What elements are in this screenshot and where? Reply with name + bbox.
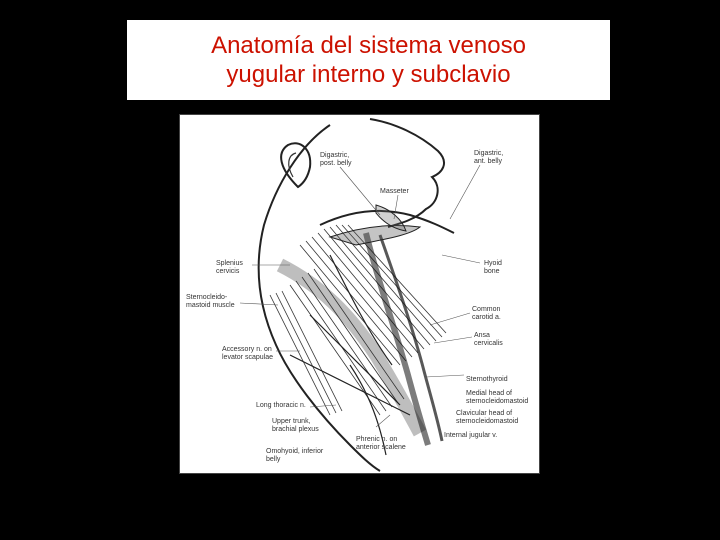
label-internal-jugular [444,432,497,439]
anatomy-illustration [179,114,540,474]
label-clavicular-head [456,410,518,425]
label-accessory-nerve [222,346,273,361]
label-digastric-post [320,152,352,167]
neck-dissection-drawing [180,115,539,473]
label-line: ant. belly [474,158,503,165]
slide-title-line-1: Anatomía del sistema venoso [211,32,526,59]
label-line: levator scapulae [222,354,273,361]
digastric-muscle [330,225,420,245]
label-line: Digastric, [320,152,350,159]
label-splenius [216,260,243,275]
slide-title-line-2: yugular interno y subclavio [226,61,511,88]
label-line: bone [484,268,500,275]
label-line: Splenius [216,260,243,267]
label-phrenic [356,436,406,451]
label-line: post. belly [320,160,352,167]
label-medial-head [466,390,528,405]
label-upper-trunk [272,418,319,433]
label-masseter [380,188,409,195]
label-line: Omohyoid, inferior [266,448,324,455]
label-line: cervicalis [474,340,503,347]
label-leader-lines [240,165,480,427]
label-line: Masseter [380,188,409,195]
label-long-thoracic [256,402,306,409]
label-line: belly [266,456,281,463]
label-omohyoid [266,448,324,463]
label-sternothyroid [466,376,508,383]
label-line: Digastric, [474,150,504,157]
label-line: Internal jugular v. [444,432,498,439]
label-line: cervicis [216,268,240,275]
label-line: Sternothyroid [466,376,508,383]
label-line: Sternocleido- [186,294,228,301]
label-line: sternocleidomastoid [456,418,519,425]
label-line: Ansa [474,332,490,339]
label-line: anterior scalene [356,444,406,451]
label-hyoid [484,260,502,275]
label-line: Common [472,306,501,313]
label-line: Upper trunk, [272,418,311,425]
ear-outline [281,143,310,187]
label-line: Accessory n. on [222,346,272,353]
label-line: Hyoid [484,260,502,267]
label-sternocleidomastoid [186,294,235,309]
label-digastric-ant [474,150,503,165]
slide-title-box [127,20,610,100]
label-ansa-cervicalis [474,332,503,347]
label-line: Clavicular head of [456,410,513,417]
label-line: mastoid muscle [186,302,235,309]
label-line: brachial plexus [272,426,319,433]
label-line: carotid a. [472,314,501,321]
label-line: Medial head of [466,390,512,397]
label-line: sternocleidomastoid [466,398,529,405]
label-line: Phrenic n. on [356,436,398,443]
label-common-carotid [472,306,501,321]
label-line: Long thoracic n. [256,402,306,409]
